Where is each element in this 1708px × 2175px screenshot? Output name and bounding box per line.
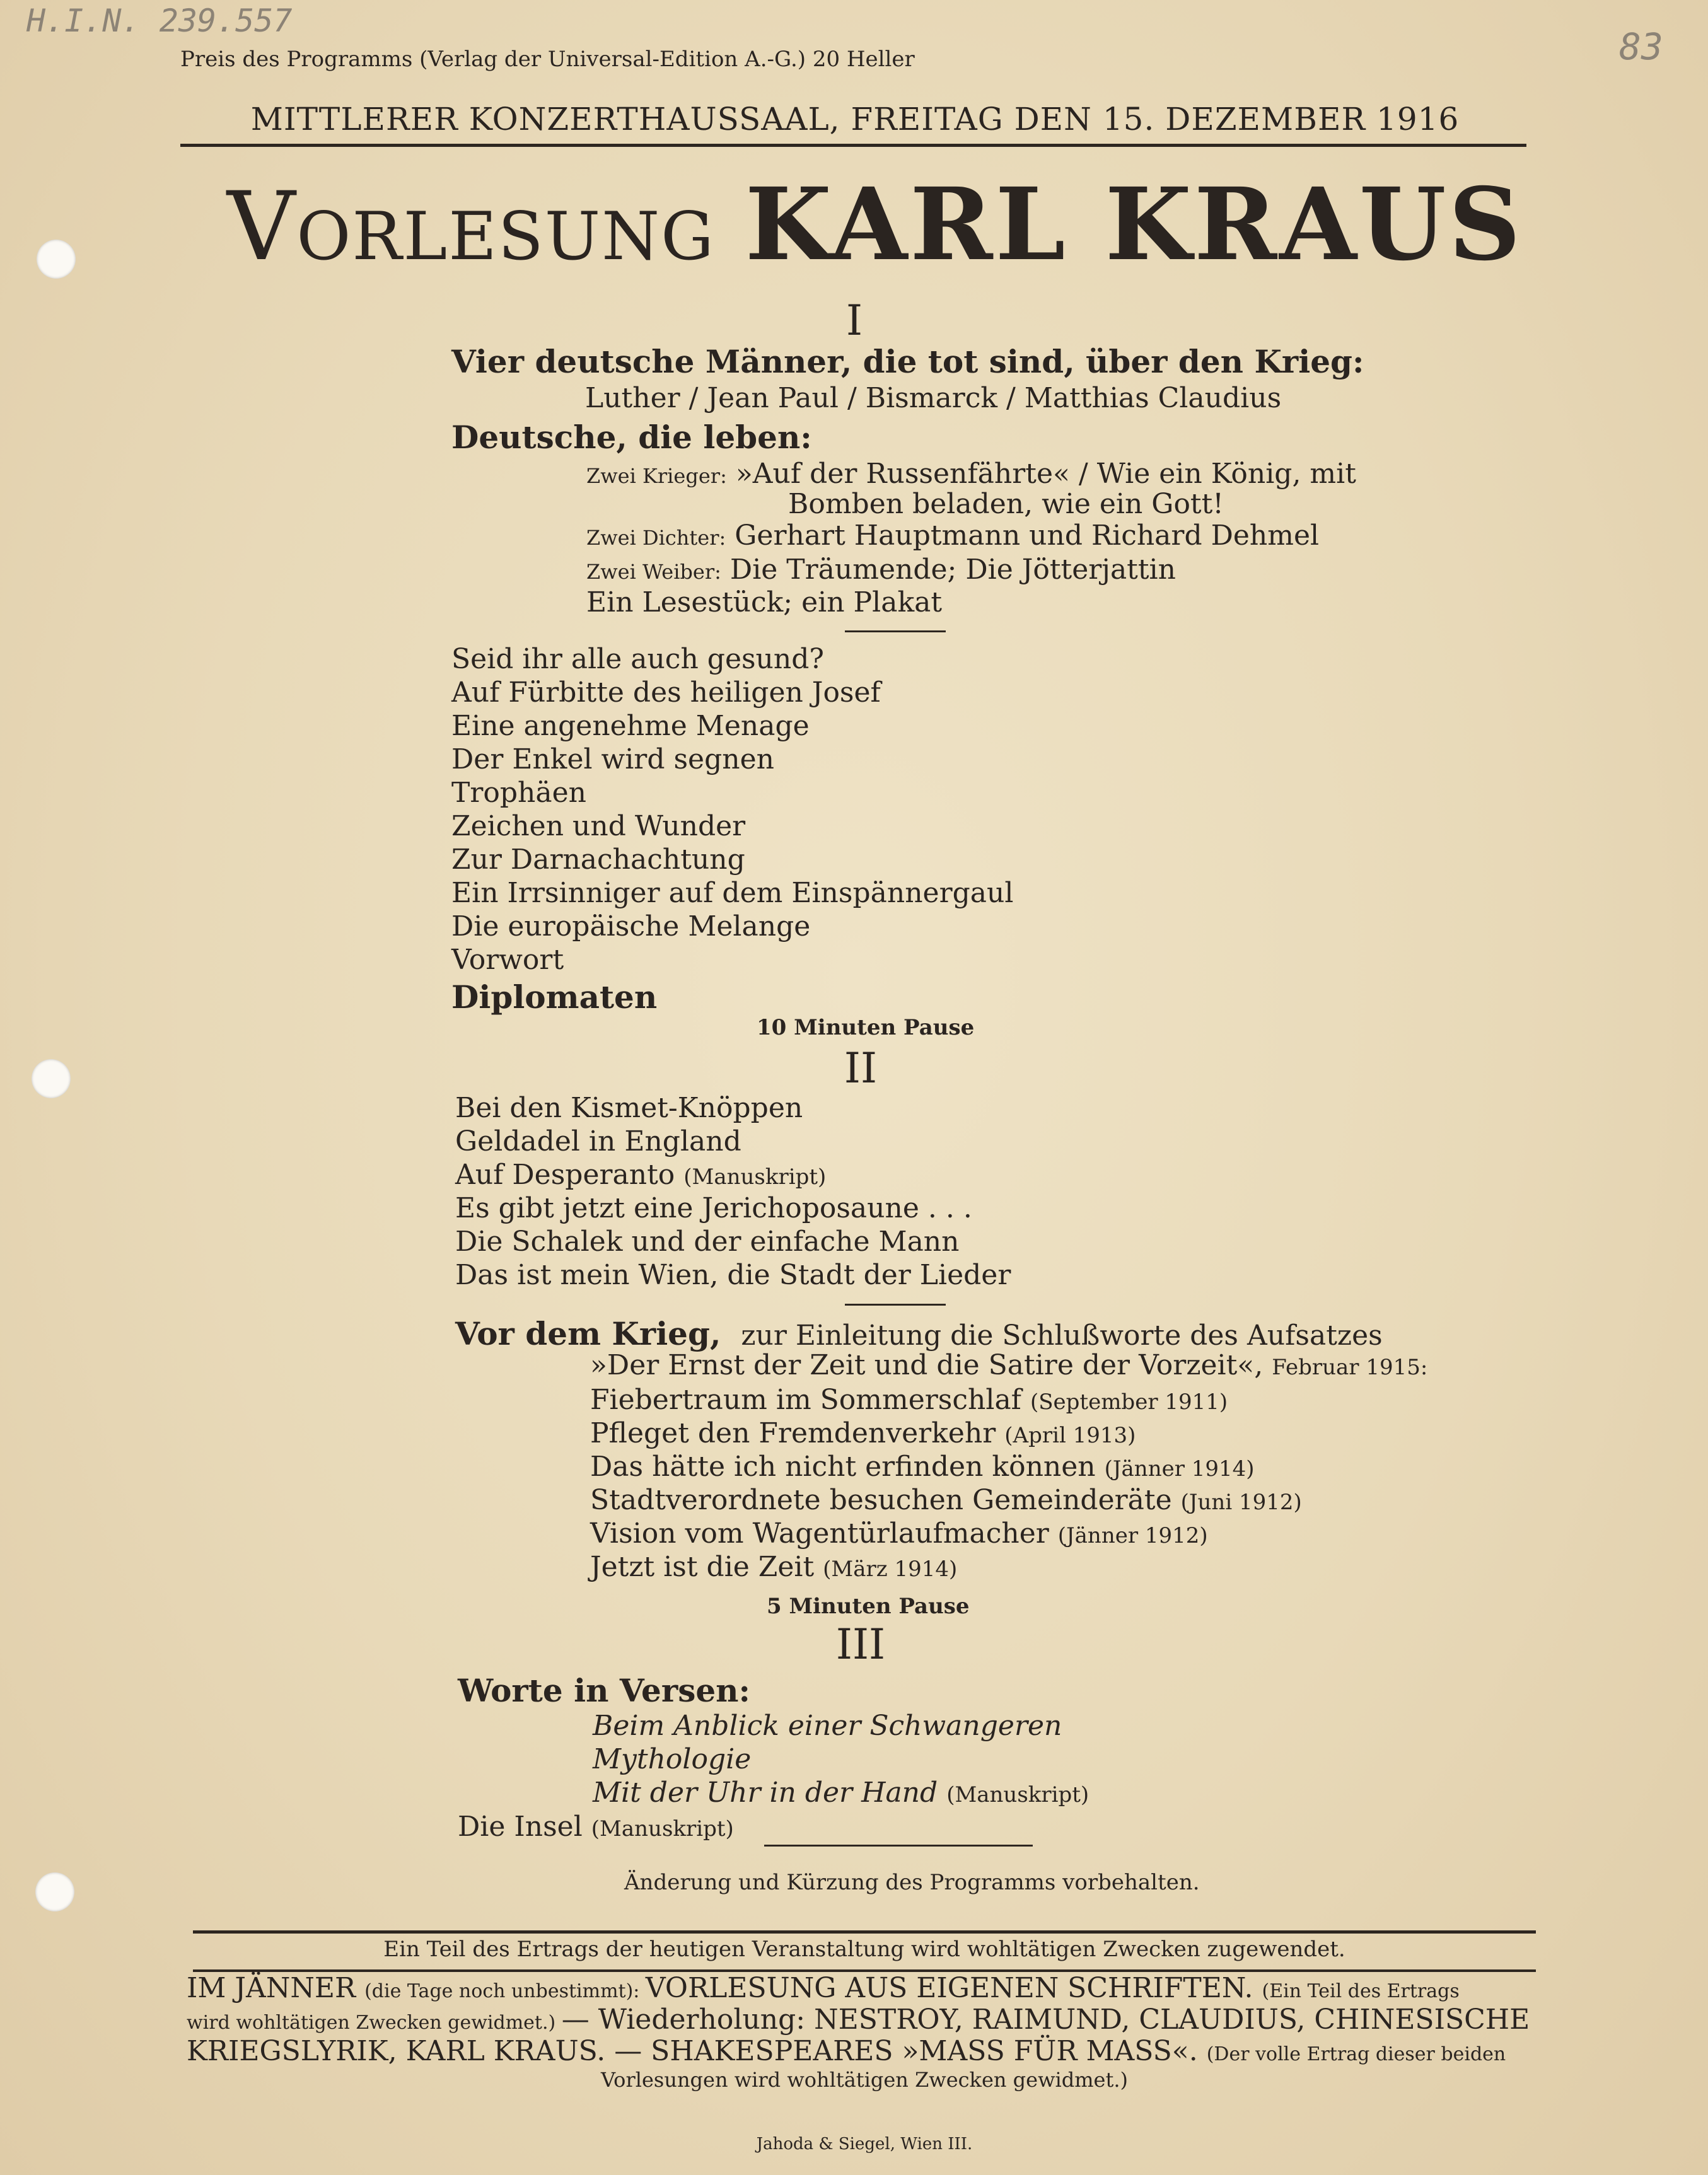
list-item-note: (Manuskript) bbox=[683, 1164, 827, 1190]
entry-weiber-text: Die Träumende; Die Jötterjattin bbox=[729, 554, 1176, 586]
essay-reference bbox=[590, 1349, 1427, 1381]
list-item: Vorwort bbox=[451, 944, 564, 976]
section-vor-dem-krieg bbox=[455, 1315, 1383, 1352]
charity-note: Ein Teil des Ertrags der heutigen Veranstaltung wird wohltätigen Zwecken zugewendet. bbox=[383, 1937, 1345, 1962]
list-item: Stadtverordnete besuchen Gemeinderäte (Juni 1912) bbox=[590, 1484, 1302, 1516]
list-item: Zeichen und Wunder bbox=[451, 810, 746, 842]
list-item: Es gibt jetzt eine Jerichoposaune . . . bbox=[455, 1192, 972, 1224]
entry-krieger-text: »Auf der Russenfährte« / Wie ein König, mit bbox=[735, 458, 1356, 490]
footer-rule-top bbox=[193, 1930, 1536, 1934]
list-item: Das ist mein Wien, die Stadt der Lieder bbox=[455, 1259, 1011, 1291]
list-item: Jetzt ist die Zeit (März 1914) bbox=[590, 1551, 958, 1583]
section-vor-dem-krieg-heading: Vor dem Krieg, bbox=[455, 1315, 721, 1352]
page-number: 83 bbox=[1619, 25, 1663, 68]
entry-weiber bbox=[586, 554, 1176, 586]
list-item: Geldadel in England bbox=[455, 1125, 741, 1157]
part-three-heading: III bbox=[835, 1620, 886, 1669]
list-item: Ein Irrsinniger auf dem Einspännergaul bbox=[451, 877, 1014, 909]
list-item: Auf Fürbitte des heiligen Josef bbox=[451, 676, 881, 709]
list-item: Die Schalek und der einfache Mann bbox=[455, 1226, 960, 1258]
title-word-vorlesung: Vorlesung bbox=[227, 172, 716, 282]
list-item: Trophäen bbox=[451, 777, 586, 809]
printer-imprint: Jahoda & Siegel, Wien III. bbox=[756, 2135, 973, 2154]
intermission-1: 10 Minuten Pause bbox=[757, 1015, 975, 1040]
list-item-text: Auf Desperanto bbox=[455, 1159, 675, 1191]
announcement-line-1: IM JÄNNER (die Tage noch unbestimmt): VORLESUNG AUS EIGENEN SCHRIFTEN. (Ein Teil des Ertrags bbox=[187, 1972, 1460, 2004]
essay-title: »Der Ernst der Zeit und die Satire der Vorzeit«, bbox=[590, 1349, 1264, 1381]
entry-krieger bbox=[586, 458, 1356, 490]
entry-dichter bbox=[586, 519, 1319, 552]
announcement-line-3: KRIEGSLYRIK, KARL KRAUS. — SHAKESPEARES »MASS FÜR MASS«. (Der volle Ertrag dieser beiden bbox=[187, 2035, 1506, 2067]
essay-date: Februar 1915: bbox=[1272, 1355, 1428, 1380]
list-item: Eine angenehme Menage bbox=[451, 710, 810, 742]
section-dead-men: Vier deutsche Männer, die tot sind, über den Krieg: bbox=[451, 343, 1364, 380]
list-item: Die Insel (Manuskript) bbox=[458, 1811, 734, 1843]
punch-hole-top bbox=[37, 240, 76, 279]
poem-item: Beim Anblick einer Schwangeren bbox=[593, 1710, 1062, 1742]
header-rule bbox=[180, 144, 1526, 147]
part-two-heading: II bbox=[844, 1044, 878, 1093]
dead-authors: Luther / Jean Paul / Bismarck / Matthias Claudius bbox=[585, 382, 1282, 414]
punch-hole-bottom bbox=[35, 1872, 74, 1911]
title-name: KARL KRAUS bbox=[745, 166, 1523, 283]
section-living: Deutsche, die leben: bbox=[451, 419, 812, 456]
part-one-heading: I bbox=[845, 296, 863, 345]
section-diplomaten: Diplomaten bbox=[451, 978, 658, 1016]
entry-dichter-label: Zwei Dichter: bbox=[586, 526, 726, 550]
entry-dichter-text: Gerhart Hauptmann und Richard Dehmel bbox=[735, 519, 1320, 552]
list-item: Pfleget den Fremdenverkehr (April 1913) bbox=[590, 1417, 1136, 1449]
punch-hole-middle bbox=[32, 1059, 71, 1098]
entry-krieger-cont: Bomben beladen, wie ein Gott! bbox=[788, 488, 1224, 520]
entry-weiber-label: Zwei Weiber: bbox=[586, 560, 721, 584]
announcement-line-2: wird wohltätigen Zwecken gewidmet.) — Wiederholung: NESTROY, RAIMUND, CLAUDIUS, CHINESISCHE bbox=[187, 2004, 1530, 2036]
entry-lesestueck: Ein Lesestück; ein Plakat bbox=[586, 586, 943, 618]
list-item: Seid ihr alle auch gesund? bbox=[451, 643, 824, 675]
entry-krieger-label: Zwei Krieger: bbox=[586, 464, 727, 488]
poem-item: Mythologie bbox=[593, 1743, 752, 1775]
list-item: Bei den Kismet-Knöppen bbox=[455, 1092, 803, 1124]
list-item: Die europäische Melange bbox=[451, 910, 811, 942]
list-item: Der Enkel wird segnen bbox=[451, 743, 774, 775]
section-worte-in-versen: Worte in Versen: bbox=[458, 1672, 750, 1709]
event-title bbox=[227, 165, 1523, 285]
intermission-2: 5 Minuten Pause bbox=[767, 1594, 970, 1619]
changes-reserved: Änderung und Kürzung des Programms vorbehalten. bbox=[624, 1870, 1200, 1895]
list-item: Fiebertraum im Sommerschlaf (September 1911) bbox=[590, 1384, 1228, 1416]
divider-3 bbox=[764, 1845, 1033, 1847]
section-vor-dem-krieg-intro: zur Einleitung die Schlußworte des Aufsatzes bbox=[741, 1320, 1383, 1352]
list-item: Zur Darnachachtung bbox=[451, 844, 745, 876]
list-item: Vision vom Wagentürlaufmacher (Jänner 1912) bbox=[590, 1517, 1208, 1550]
divider-1 bbox=[845, 630, 946, 632]
venue-date: MITTLERER KONZERTHAUSSAAL, FREITAG DEN 15. DEZEMBER 1916 bbox=[250, 101, 1460, 137]
announcement-line-4: Vorlesungen wird wohltätigen Zwecken gewidmet.) bbox=[601, 2068, 1128, 2092]
poem-item: Mit der Uhr in der Hand (Manuskript) bbox=[593, 1777, 1089, 1809]
archive-number: H.I.N. 239.557 bbox=[26, 3, 293, 39]
list-item bbox=[455, 1159, 826, 1191]
price-note: Preis des Programms (Verlag der Universal-Edition A.-G.) 20 Heller bbox=[180, 47, 915, 72]
list-item: Das hätte ich nicht erfinden können (Jänner 1914) bbox=[590, 1451, 1255, 1483]
divider-2 bbox=[845, 1304, 946, 1306]
